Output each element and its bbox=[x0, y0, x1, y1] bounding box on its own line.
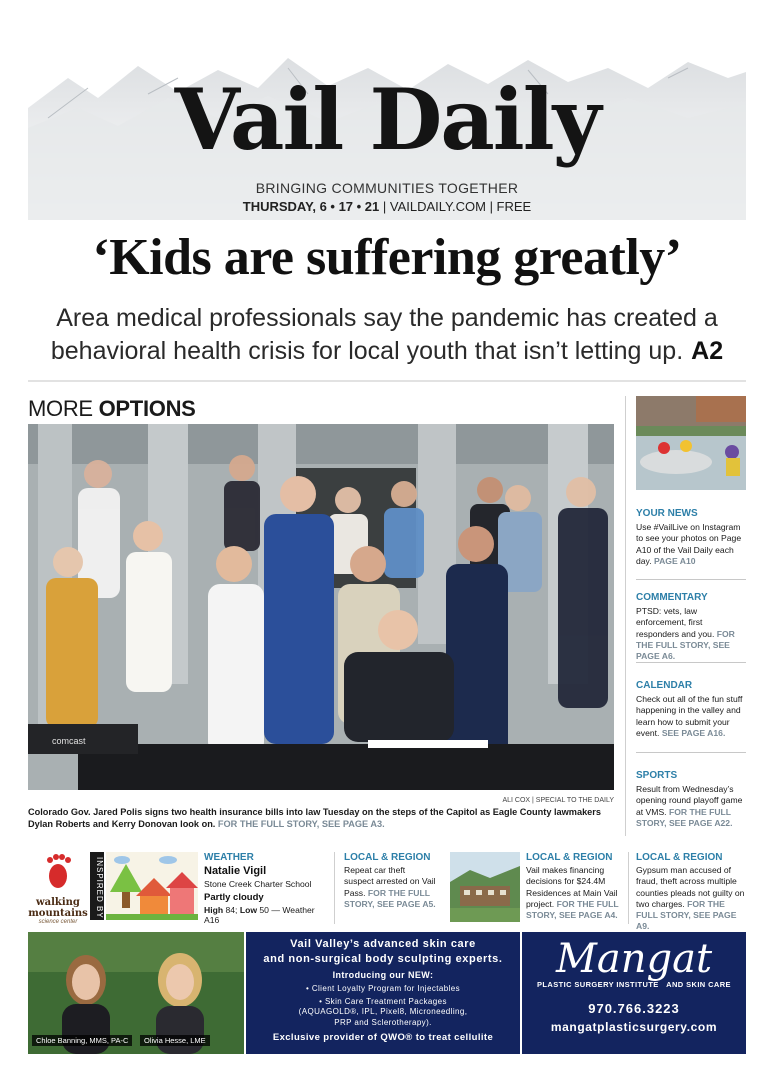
footprint-icon bbox=[28, 852, 88, 892]
logo-sub-right: AND SKIN CARE bbox=[666, 980, 731, 989]
staff-name-1: Chloe Banning, MMS, PA-C bbox=[32, 1035, 132, 1046]
mangat-logo-sub bbox=[522, 980, 746, 989]
weather-kicker: WEATHER bbox=[204, 852, 254, 863]
residences-illustration bbox=[450, 852, 520, 922]
logo-line-1: walking bbox=[36, 897, 80, 908]
ad-line-5: • Skin Care Treatment Packages bbox=[319, 997, 447, 1006]
photo-caption-ref[interactable]: FOR THE FULL STORY, SEE PAGE A3. bbox=[217, 819, 385, 829]
sidebar-body bbox=[636, 606, 746, 662]
sidebar-rule bbox=[636, 752, 746, 753]
sidebar-body bbox=[636, 694, 746, 739]
strip-body bbox=[344, 865, 436, 910]
strip-kicker: LOCAL & REGION bbox=[526, 852, 613, 863]
weather-artist-name: Natalie Vigil bbox=[204, 865, 267, 877]
high-label: High bbox=[204, 905, 224, 915]
weather-ref[interactable]: — Weather A16 bbox=[204, 905, 315, 925]
sidebar-rule bbox=[636, 579, 746, 580]
residences-photo[interactable] bbox=[450, 852, 520, 922]
ad-line-4: • Client Loyalty Program for Injectables bbox=[306, 984, 460, 993]
ad-line-6a: (AQUAGOLD®, IPL, Pixel8, Microneedling, bbox=[298, 1007, 468, 1016]
sidebar-body bbox=[636, 522, 746, 567]
sidebar bbox=[636, 396, 746, 836]
ad-line-1: Vail Valley’s advanced skin care bbox=[290, 938, 476, 950]
sidebar-ref[interactable]: PAGE A10 bbox=[654, 555, 696, 566]
section-heading-bold: OPTIONS bbox=[98, 396, 196, 421]
bill-signing-illustration bbox=[28, 424, 614, 790]
sidebar-kicker: CALENDAR bbox=[636, 680, 693, 691]
rafting-photo[interactable] bbox=[636, 396, 746, 490]
weather-temps: High 84; Low 50 — Weather A16 bbox=[204, 905, 315, 925]
strip-divider bbox=[628, 852, 629, 924]
sidebar-body-text: PTSD: vets, law enforcement, first responders and you. bbox=[636, 606, 715, 639]
strip-divider bbox=[334, 852, 335, 924]
ad-line-7: Exclusive provider of QWO® to treat cellulite bbox=[272, 1032, 494, 1043]
strip-body-text: Vail makes financing decisions for $24.4M Residences at Main Vail project. bbox=[526, 865, 618, 909]
logo-line-2: mountains bbox=[28, 908, 88, 919]
weather-sponsor bbox=[28, 852, 198, 924]
strip-ref[interactable]: FOR THE FULL STORY, SEE PAGE A9. bbox=[636, 898, 737, 932]
weather-drawing bbox=[106, 852, 198, 920]
comcast-banner-text: comcast bbox=[52, 736, 86, 746]
low-label: Low bbox=[239, 905, 258, 915]
sidebar-rule bbox=[636, 662, 746, 663]
low-temp: 50 bbox=[259, 905, 269, 915]
logo-sub-left: PLASTIC SURGERY INSTITUTE bbox=[537, 980, 659, 989]
strip-body-text: Repeat car theft suspect arrested on Vail Pass. bbox=[344, 865, 436, 898]
section-heading bbox=[28, 396, 196, 422]
weather-condition: Partly cloudy bbox=[204, 892, 264, 903]
weather-block[interactable] bbox=[204, 852, 328, 924]
sidebar-ref[interactable]: SEE PAGE A16. bbox=[661, 727, 726, 738]
masthead-tagline: BRINGING COMMUNITIES TOGETHER bbox=[255, 180, 519, 196]
ad-brand-panel[interactable] bbox=[522, 932, 746, 1054]
issue-date: THURSDAY, 6 • 17 • 21 bbox=[242, 199, 380, 214]
walking-mountains-logo bbox=[28, 852, 88, 925]
mangat-logo: Mangat bbox=[555, 936, 713, 982]
sidebar-ref[interactable]: FOR THE FULL STORY, SEE PAGE A6. bbox=[636, 628, 735, 662]
ad-phone[interactable]: 970.766.3223 bbox=[588, 1001, 680, 1016]
high-temp: 84 bbox=[225, 905, 236, 915]
local-story-car-theft[interactable] bbox=[344, 852, 436, 924]
mangat-advertisement[interactable] bbox=[28, 932, 746, 1054]
strip-ref[interactable]: FOR THE FULL STORY, SEE PAGE A5. bbox=[344, 887, 436, 909]
photo-credit: ALI COX | SPECIAL TO THE DAILY bbox=[502, 797, 614, 804]
logo-line-3: science center bbox=[38, 919, 78, 925]
lead-deck-text: Area medical professionals say the pandemic has created a behavioral health crisis for local youth that isn’t letting up. bbox=[50, 304, 718, 365]
masthead-title: Vail Daily bbox=[174, 70, 600, 169]
sidebar-divider bbox=[625, 396, 626, 836]
staff-name-2: Olivia Hesse, LME bbox=[140, 1035, 210, 1046]
ad-line-3: Introducing our NEW: bbox=[332, 970, 434, 980]
sidebar-item-calendar[interactable] bbox=[636, 680, 746, 739]
strip-body bbox=[526, 865, 622, 921]
strip-ref[interactable]: FOR THE FULL STORY, SEE PAGE A4. bbox=[526, 898, 619, 921]
ad-line-2: and non-surgical body sculpting experts. bbox=[263, 953, 503, 965]
sidebar-item-your-news[interactable] bbox=[636, 508, 746, 567]
site-info: | VAILDAILY.COM | FREE bbox=[379, 199, 532, 214]
ad-line-6b: PRP and Sclerotherapy). bbox=[334, 1018, 432, 1027]
sidebar-body bbox=[636, 784, 746, 829]
lead-page-ref[interactable]: A2 bbox=[691, 337, 724, 365]
rafting-illustration bbox=[636, 396, 746, 490]
sidebar-body-text: Check out all of the fun stuff happening in the valley and learn how to submit your event. bbox=[636, 694, 743, 738]
sidebar-body-text: Use #VailLive on Instagram to see your photos on Page A10 of the Vail Daily each day. bbox=[636, 522, 742, 566]
weather-artist-school: Stone Creek Charter School bbox=[204, 879, 312, 889]
sidebar-item-sports[interactable] bbox=[636, 770, 746, 829]
inspired-by-label: INSPIRED BY bbox=[90, 852, 104, 920]
masthead bbox=[28, 48, 746, 220]
section-heading-light: MORE bbox=[28, 396, 99, 421]
sidebar-ref[interactable]: FOR THE FULL STORY, SEE PAGE A22. bbox=[636, 806, 733, 828]
lead-deck bbox=[30, 302, 744, 368]
strip-body-text: Gypsum man accused of fraud, theft across multiple counties pleads not guilty on two charges. bbox=[636, 865, 745, 909]
ad-services bbox=[246, 932, 520, 1054]
photo-caption bbox=[28, 806, 614, 830]
strip-kicker: LOCAL & REGION bbox=[344, 852, 431, 863]
divider bbox=[28, 380, 746, 382]
sidebar-body-text: Result from Wednesday’s opening round playoff game at VMS. bbox=[636, 784, 743, 817]
masthead-dateline bbox=[28, 199, 746, 214]
lead-headline[interactable]: ‘Kids are suffering greatly’ bbox=[92, 229, 682, 286]
photo-caption-text: Colorado Gov. Jared Polis signs two health insurance bills into law Tuesday on the steps of the Capitol as Eagle County lawmakers Dylan Roberts and Kerry Donovan look on. bbox=[28, 807, 601, 829]
sidebar-kicker: COMMENTARY bbox=[636, 592, 708, 603]
strip-kicker: LOCAL & REGION bbox=[636, 852, 723, 863]
sidebar-kicker: YOUR NEWS bbox=[636, 508, 698, 519]
sidebar-kicker: SPORTS bbox=[636, 770, 678, 781]
ad-staff-photo bbox=[28, 932, 244, 1054]
local-story-gypsum[interactable] bbox=[636, 852, 746, 932]
sidebar-item-commentary[interactable] bbox=[636, 592, 746, 662]
feature-photo[interactable] bbox=[28, 424, 614, 790]
local-story-financing[interactable] bbox=[526, 852, 622, 924]
ad-url[interactable]: mangatplasticsurgery.com bbox=[550, 1020, 718, 1034]
child-drawing-illustration bbox=[106, 852, 198, 920]
strip-body bbox=[636, 865, 746, 933]
